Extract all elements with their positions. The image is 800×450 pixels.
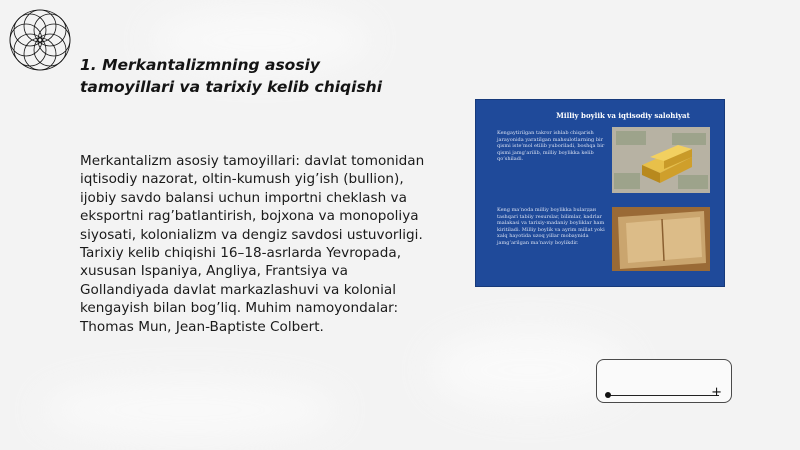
slide-title: Milliy boylik va iqtisodiy salohiyat <box>556 111 690 120</box>
decorative-rosette-icon <box>4 4 76 76</box>
progress-track[interactable] <box>607 395 719 396</box>
body-paragraph: Merkantalizm asosiy tamoyillari: davlat tomonidan iqtisodiy nazorat, oltin-kumush yig’ish (bullion), ijobiy savdo balansi uchun importni cheklash va eksportni rag’batlantirish, bojxona va monopoliya siyosati, kolonializm va dengiz savdosi ustuvorligi. Tarixiy kelib chiqishi 16–18-asrlarda Yevropada, xususan Ispaniya, Angliya, Frantsiya va Gollandiyada davlat markazlashuvi va kolonial kengayish bilan bog’liq. Muhim namoyondalar: Thomas Mun, Jean-Baptiste Colbert. <box>80 153 425 335</box>
progress-knob[interactable] <box>605 392 611 398</box>
page-title: 1. Merkantalizmning asosiy tamoyillari va tarixiy kelib chiqishi <box>80 56 383 96</box>
plus-icon[interactable]: + <box>711 385 722 400</box>
media-player-control[interactable] <box>596 359 732 403</box>
slide-paragraph: Kengaytirilgan takror ishlab chiqarish jarayonida yaratilgan mahsulotlarning bir qismi iste’mol etilib yuboriladi, boshqa bir qismi jamg’arilib, milliy boylikka kelib qo’shiladi. <box>497 130 605 163</box>
background-smudge <box>40 380 340 440</box>
gold-bars-image <box>612 127 710 193</box>
embedded-slide-image <box>475 99 725 287</box>
old-book-image <box>612 207 710 271</box>
slide-paragraph: Keng ma’noda milliy boylikka bularдан tashqari tabiiy resurslar, bilimlar, kadrlar malakasi va tarixiy-madaniy boyliklar ham kiritiladi. Milliy boylik va ayrim millat yoki xalq hayotida uzoq yillar mobaynida jamg’arilgan ma’naviy boylikdir. <box>497 207 605 246</box>
